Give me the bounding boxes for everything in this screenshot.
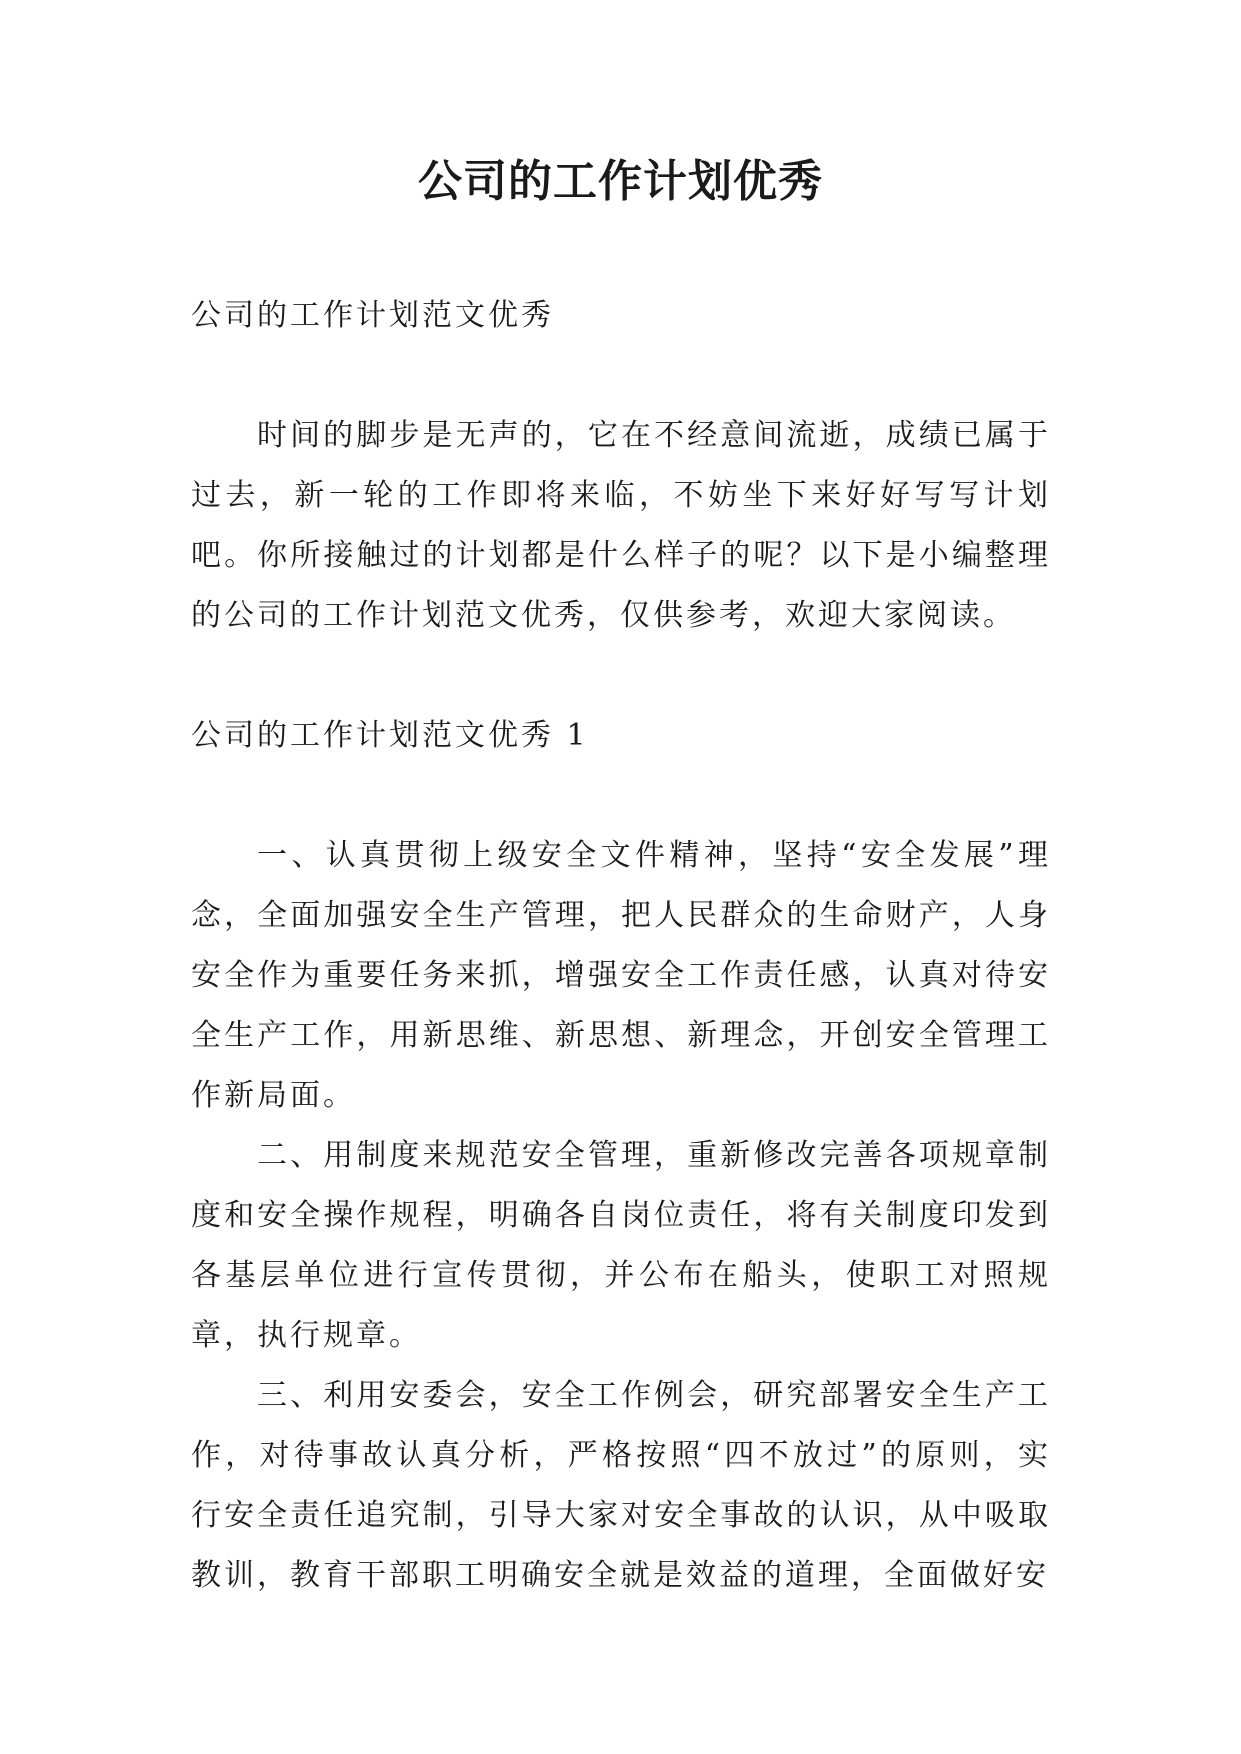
body-paragraph-3: 三、利用安委会，安全工作例会，研究部署安全生产工作，对待事故认真分析，严格按照“四不放过”的原则，实行安全责任追究制，引导大家对安全事故的认识，从中吸取教训，教育干部职工明确安全就是效益的道理，全面做好安 [191, 1378, 1051, 1593]
body-paragraph-2: 二、用制度来规范安全管理，重新修改完善各项规章制度和安全操作规程，明确各自岗位责任，将有关制度印发到各基层单位进行宣传贯彻，并公布在船头，使职工对照规章，执行规章。 [191, 1138, 1051, 1353]
section-heading: 公司的工作计划范文优秀 1 [191, 718, 589, 753]
body-paragraph-1: 一、认真贯彻上级安全文件精神，坚持“安全发展”理念，全面加强安全生产管理，把人民群众的生命财产，人身安全作为重要任务来抓，增强安全工作责任感，认真对待安全生产工作，用新思维、新思想、新理念，开创安全管理工作新局面。 [191, 838, 1051, 1113]
document-subtitle: 公司的工作计划范文优秀 [191, 298, 554, 333]
document-title: 公司的工作计划优秀 [418, 156, 823, 207]
intro-paragraph: 时间的脚步是无声的，它在不经意间流逝，成绩已属于过去，新一轮的工作即将来临，不妨坐下来好好写写计划吧。你所接触过的计划都是什么样子的呢？以下是小编整理的公司的工作计划范文优秀，仅供参考，欢迎大家阅读。 [191, 418, 1051, 633]
document-body [191, 286, 1051, 1606]
